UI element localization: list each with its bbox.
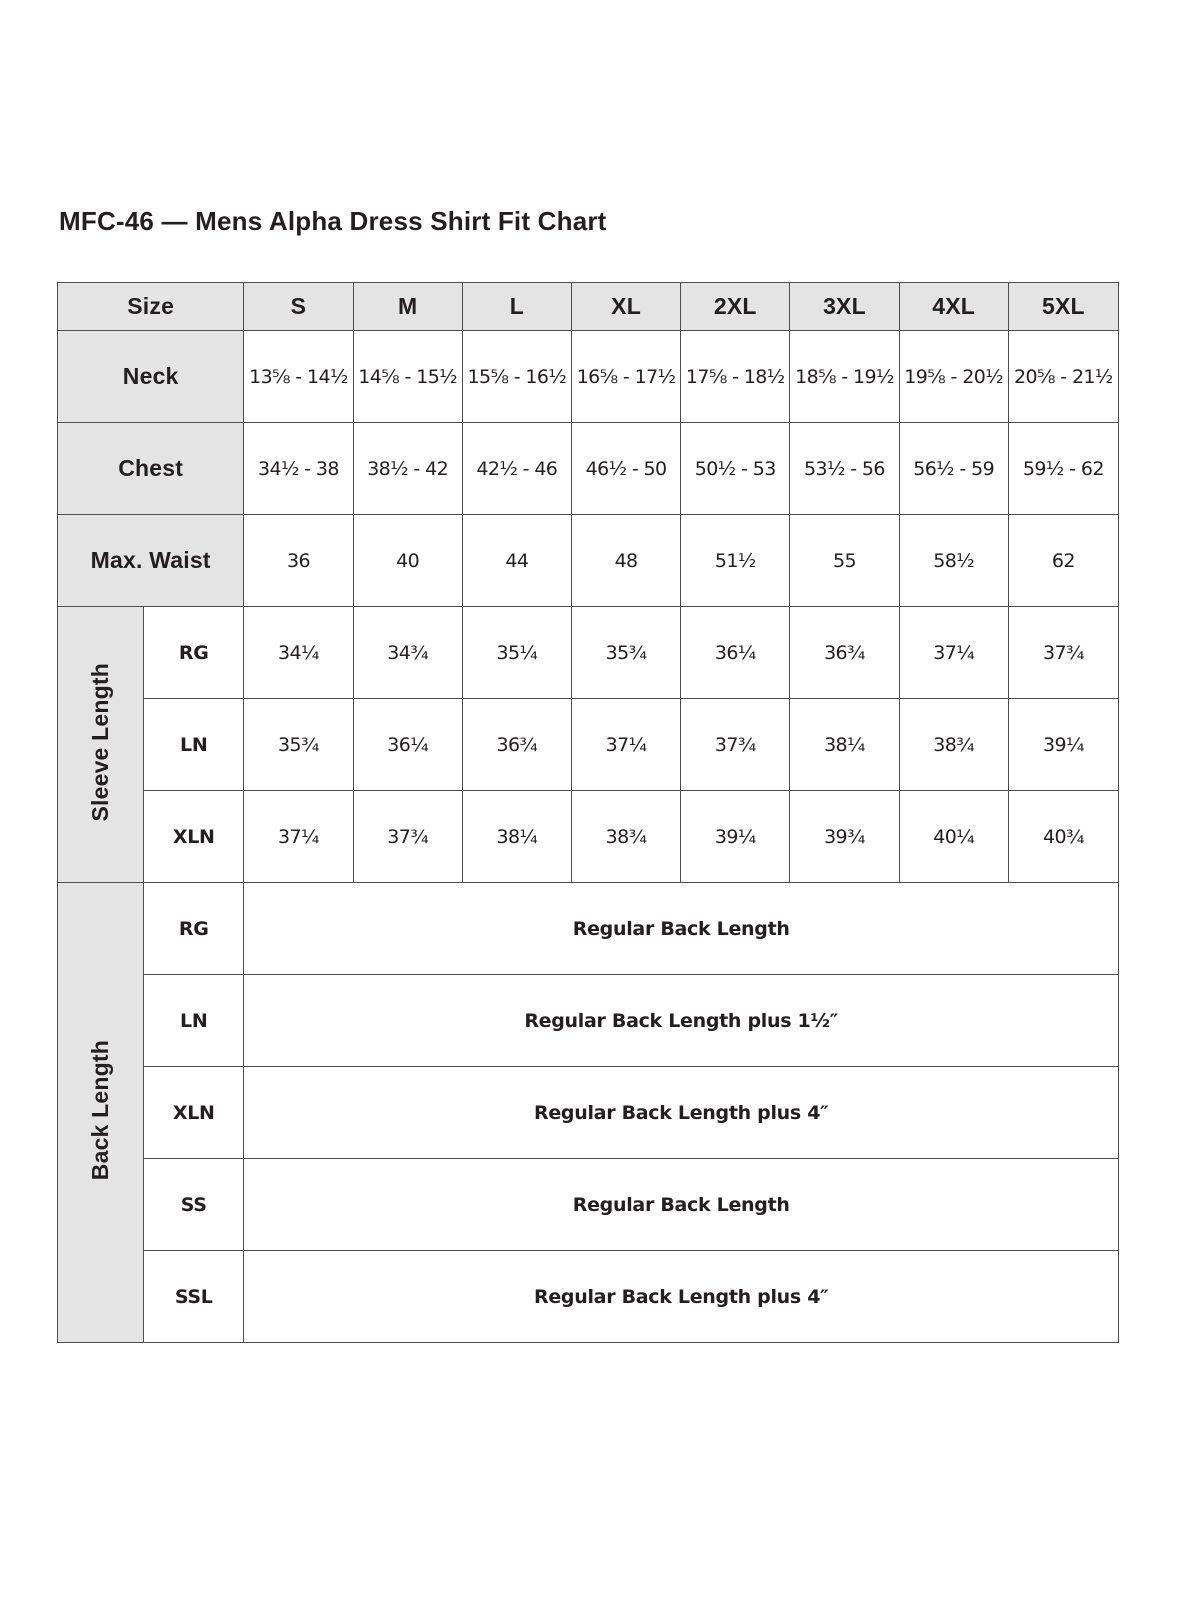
row-sleeve-xln: [58, 791, 1119, 883]
row-neck: [58, 331, 1119, 423]
cell-chest-m: 38½ - 42: [353, 423, 462, 515]
page-title: MFC-46 — Mens Alpha Dress Shirt Fit Chart: [59, 206, 607, 236]
column-header-l: L: [462, 283, 571, 331]
cell-chest-l: 42½ - 46: [462, 423, 571, 515]
row-label-sleeve-rg: RG: [144, 607, 244, 699]
cell-back-ssl: Regular Back Length plus 4″: [244, 1251, 1119, 1343]
back-length-label: Back Length: [87, 1039, 114, 1181]
row-sleeve-rg: [58, 607, 1119, 699]
cell-sleeve-ln-5xl: 39¼: [1008, 699, 1118, 791]
cell-sleeve-rg-4xl: 37¼: [899, 607, 1008, 699]
cell-chest-s: 34½ - 38: [244, 423, 353, 515]
row-label-back-ln: LN: [144, 975, 244, 1067]
cell-neck-5xl: 20⅝ - 21½: [1008, 331, 1118, 423]
column-header-s: S: [244, 283, 353, 331]
cell-sleeve-xln-3xl: 39¾: [790, 791, 899, 883]
row-label-sleeve-xln: XLN: [144, 791, 244, 883]
cell-sleeve-ln-2xl: 37¾: [681, 699, 790, 791]
cell-max-waist-s: 36: [244, 515, 353, 607]
cell-max-waist-3xl: 55: [790, 515, 899, 607]
cell-chest-2xl: 50½ - 53: [681, 423, 790, 515]
cell-sleeve-ln-4xl: 38¾: [899, 699, 1008, 791]
cell-sleeve-rg-l: 35¼: [462, 607, 571, 699]
cell-sleeve-rg-3xl: 36¾: [790, 607, 899, 699]
cell-sleeve-xln-m: 37¾: [353, 791, 462, 883]
group-label-sleeve-length: [58, 607, 144, 883]
row-label-back-ssl: SSL: [144, 1251, 244, 1343]
cell-sleeve-ln-s: 35¾: [244, 699, 353, 791]
cell-max-waist-2xl: 51½: [681, 515, 790, 607]
row-label-max-waist: Max. Waist: [58, 515, 244, 607]
row-sleeve-ln: [58, 699, 1119, 791]
cell-neck-s: 13⅝ - 14½: [244, 331, 353, 423]
cell-neck-xl: 16⅝ - 17½: [571, 331, 680, 423]
cell-sleeve-xln-2xl: 39¼: [681, 791, 790, 883]
cell-max-waist-4xl: 58½: [899, 515, 1008, 607]
row-back-ssl: [58, 1251, 1119, 1343]
cell-max-waist-l: 44: [462, 515, 571, 607]
cell-chest-4xl: 56½ - 59: [899, 423, 1008, 515]
cell-neck-2xl: 17⅝ - 18½: [681, 331, 790, 423]
row-back-rg: [58, 883, 1119, 975]
cell-max-waist-m: 40: [353, 515, 462, 607]
fit-chart-table: [57, 282, 1119, 1343]
cell-max-waist-5xl: 62: [1008, 515, 1118, 607]
cell-sleeve-rg-2xl: 36¼: [681, 607, 790, 699]
column-header-5xl: 5XL: [1008, 283, 1118, 331]
cell-sleeve-xln-4xl: 40¼: [899, 791, 1008, 883]
cell-max-waist-xl: 48: [571, 515, 680, 607]
cell-back-rg: Regular Back Length: [244, 883, 1119, 975]
cell-sleeve-xln-s: 37¼: [244, 791, 353, 883]
cell-sleeve-ln-m: 36¼: [353, 699, 462, 791]
cell-sleeve-xln-l: 38¼: [462, 791, 571, 883]
row-label-neck: Neck: [58, 331, 244, 423]
cell-sleeve-xln-xl: 38¾: [571, 791, 680, 883]
column-header-3xl: 3XL: [790, 283, 899, 331]
cell-sleeve-ln-xl: 37¼: [571, 699, 680, 791]
cell-back-xln: Regular Back Length plus 4″: [244, 1067, 1119, 1159]
cell-back-ss: Regular Back Length: [244, 1159, 1119, 1251]
cell-back-ln: Regular Back Length plus 1½″: [244, 975, 1119, 1067]
cell-sleeve-rg-m: 34¾: [353, 607, 462, 699]
group-label-back-length: [58, 883, 144, 1343]
cell-chest-5xl: 59½ - 62: [1008, 423, 1118, 515]
column-header-m: M: [353, 283, 462, 331]
row-back-ss: [58, 1159, 1119, 1251]
cell-neck-m: 14⅝ - 15½: [353, 331, 462, 423]
row-label-back-ss: SS: [144, 1159, 244, 1251]
row-label-sleeve-ln: LN: [144, 699, 244, 791]
cell-sleeve-rg-5xl: 37¾: [1008, 607, 1118, 699]
column-header-2xl: 2XL: [681, 283, 790, 331]
row-max-waist: [58, 515, 1119, 607]
cell-sleeve-rg-xl: 35¾: [571, 607, 680, 699]
row-label-back-rg: RG: [144, 883, 244, 975]
row-label-back-xln: XLN: [144, 1067, 244, 1159]
cell-chest-xl: 46½ - 50: [571, 423, 680, 515]
cell-neck-4xl: 19⅝ - 20½: [899, 331, 1008, 423]
column-header-size: Size: [58, 283, 244, 331]
row-label-chest: Chest: [58, 423, 244, 515]
cell-sleeve-ln-3xl: 38¼: [790, 699, 899, 791]
cell-neck-l: 15⅝ - 16½: [462, 331, 571, 423]
cell-sleeve-ln-l: 36¾: [462, 699, 571, 791]
column-header-4xl: 4XL: [899, 283, 1008, 331]
row-back-ln: [58, 975, 1119, 1067]
sleeve-length-label: Sleeve Length: [87, 662, 114, 822]
row-chest: [58, 423, 1119, 515]
row-back-xln: [58, 1067, 1119, 1159]
cell-sleeve-xln-5xl: 40¾: [1008, 791, 1118, 883]
cell-chest-3xl: 53½ - 56: [790, 423, 899, 515]
column-header-xl: XL: [571, 283, 680, 331]
cell-sleeve-rg-s: 34¼: [244, 607, 353, 699]
header-row: [58, 283, 1119, 331]
cell-neck-3xl: 18⅝ - 19½: [790, 331, 899, 423]
